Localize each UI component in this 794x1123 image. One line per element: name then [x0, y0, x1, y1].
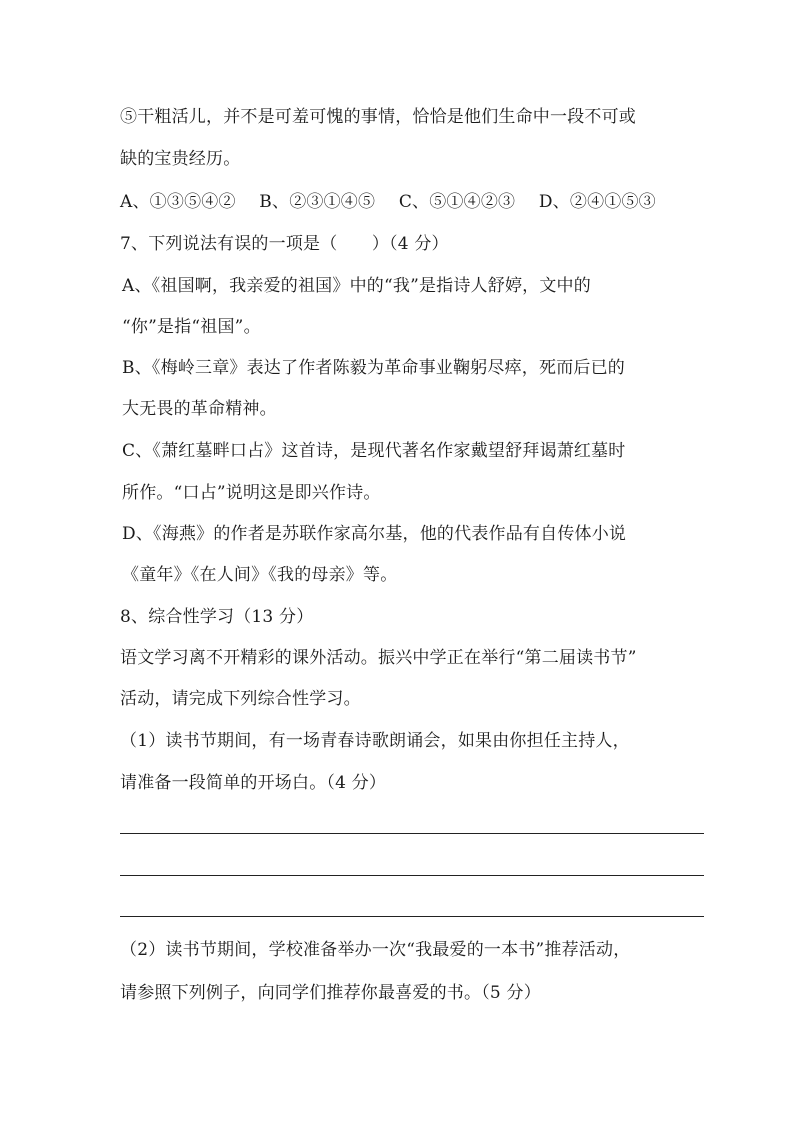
- q7-option-c-line-2: 所作。“口占”说明这是即兴作诗。: [122, 483, 381, 503]
- q8-sub2-line-2: 请参照下列例子，向同学们推荐你最喜爱的书。（5 分）: [120, 983, 541, 1003]
- q8-intro-line-2: 活动，请完成下列综合性学习。: [120, 689, 361, 709]
- q8-sub1-line-1: （1）读书节期间，有一场青春诗歌朗诵会，如果由你担任主持人，: [120, 731, 630, 751]
- q7-option-c-line-1: C、《萧红墓畔口占》这首诗，是现代著名作家戴望舒拜谒萧红墓时: [122, 441, 626, 461]
- answer-writing-line-1[interactable]: [120, 833, 704, 834]
- question-8-heading: 8、综合性学习（13 分）: [120, 607, 314, 627]
- q7-option-b-line-1: B、《梅岭三章》表达了作者陈毅为革命事业鞠躬尽瘁，死而后已的: [122, 358, 625, 378]
- q7-option-d-line-1: D、《海燕》的作者是苏联作家高尔基，他的代表作品有自传体小说: [122, 524, 627, 544]
- answer-writing-line-2[interactable]: [120, 875, 704, 876]
- text-line-1: ⑤干粗活儿，并不是可羞可愧的事情，恰恰是他们生命中一段不可或: [120, 107, 636, 127]
- q7-option-b-line-2: 大无畏的革命精神。: [122, 399, 277, 419]
- q7-option-a-line-2: “你”是指“祖国”。: [122, 317, 261, 337]
- q8-sub2-line-1: （2）读书节期间，学校准备举办一次“我最爱的一本书”推荐活动，: [120, 940, 631, 960]
- text-line-2: 缺的宝贵经历。: [120, 149, 241, 169]
- q8-intro-line-1: 语文学习离不开精彩的课外活动。振兴中学正在举行“第二届读书节”: [120, 648, 637, 668]
- q8-sub1-line-2: 请准备一段简单的开场白。（4 分）: [120, 773, 387, 793]
- answer-options-line: [120, 191, 656, 213]
- option-c: C、⑤①④②③: [398, 192, 516, 212]
- q7-option-d-line-2: 《童年》《在人间》《我的母亲》等。: [122, 565, 398, 585]
- option-a: A、①③⑤④②: [120, 192, 236, 212]
- option-d: D、②④①⑤③: [538, 192, 656, 212]
- option-b: B、②③①④⑤: [259, 192, 376, 212]
- answer-writing-line-3[interactable]: [120, 916, 704, 917]
- q7-option-a-line-1: A、《祖国啊，我亲爱的祖国》中的“我”是指诗人舒婷，文中的: [122, 276, 591, 296]
- question-7-heading: 7、下列说法有误的一项是（ ）（4 分）: [120, 234, 449, 254]
